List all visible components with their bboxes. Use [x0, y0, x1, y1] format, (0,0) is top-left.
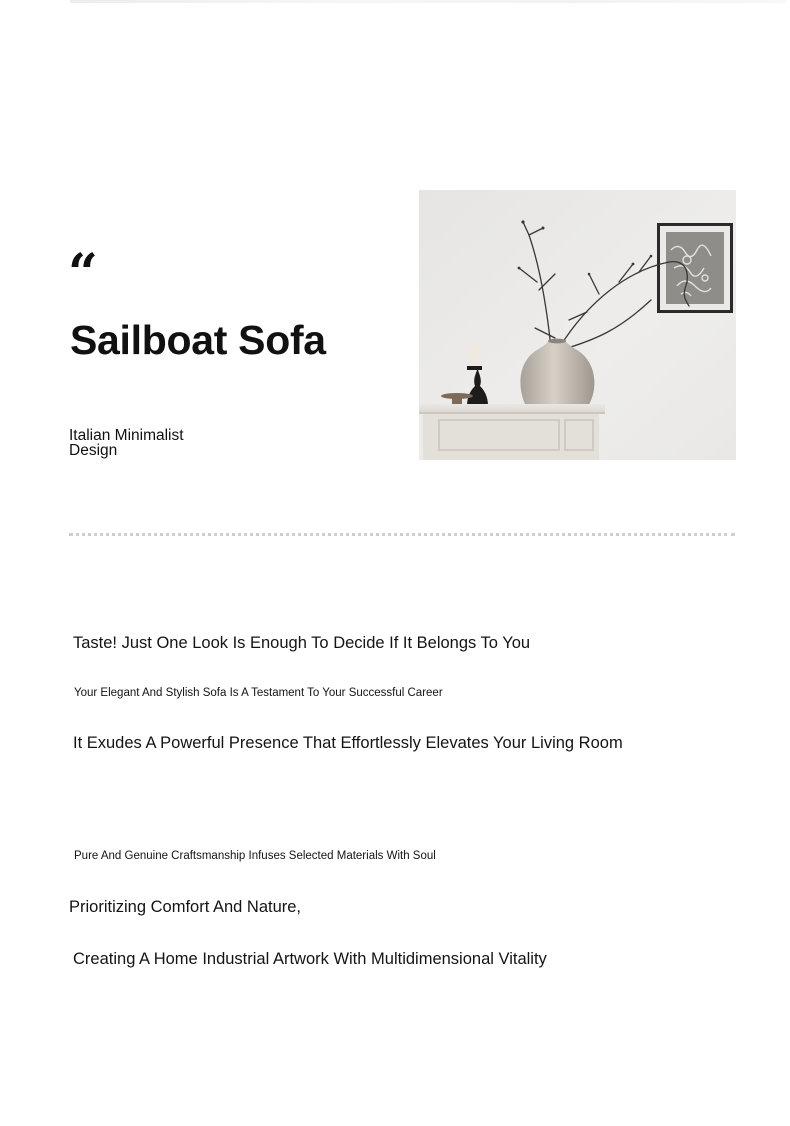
copy-line-3: It Exudes A Powerful Presence That Effortlessly Elevates Your Living Room — [73, 734, 623, 752]
copy-line-5: Prioritizing Comfort And Nature, — [69, 898, 302, 916]
top-decorative-strip — [70, 0, 786, 3]
dotted-divider — [69, 533, 735, 536]
copy-line-4: Pure And Genuine Craftsmanship Infuses Selected Materials With Soul — [74, 850, 436, 862]
hero-image — [419, 190, 736, 460]
subtitle-line-2: Design — [69, 442, 118, 459]
copy-line-2: Your Elegant And Stylish Sofa Is A Testament To Your Successful Career — [74, 687, 443, 699]
subtitle-line-1: Italian Minimalist — [69, 427, 184, 444]
subtitle — [69, 428, 239, 458]
quote-mark-icon: “ — [68, 243, 96, 304]
copy-line-1: Taste! Just One Look Is Enough To Decide If It Belongs To You — [73, 634, 531, 652]
hero-image-illustration — [419, 190, 736, 460]
page-title: Sailboat Sofa — [70, 317, 326, 363]
copy-line-6: Creating A Home Industrial Artwork With Multidimensional Vitality — [73, 950, 547, 968]
